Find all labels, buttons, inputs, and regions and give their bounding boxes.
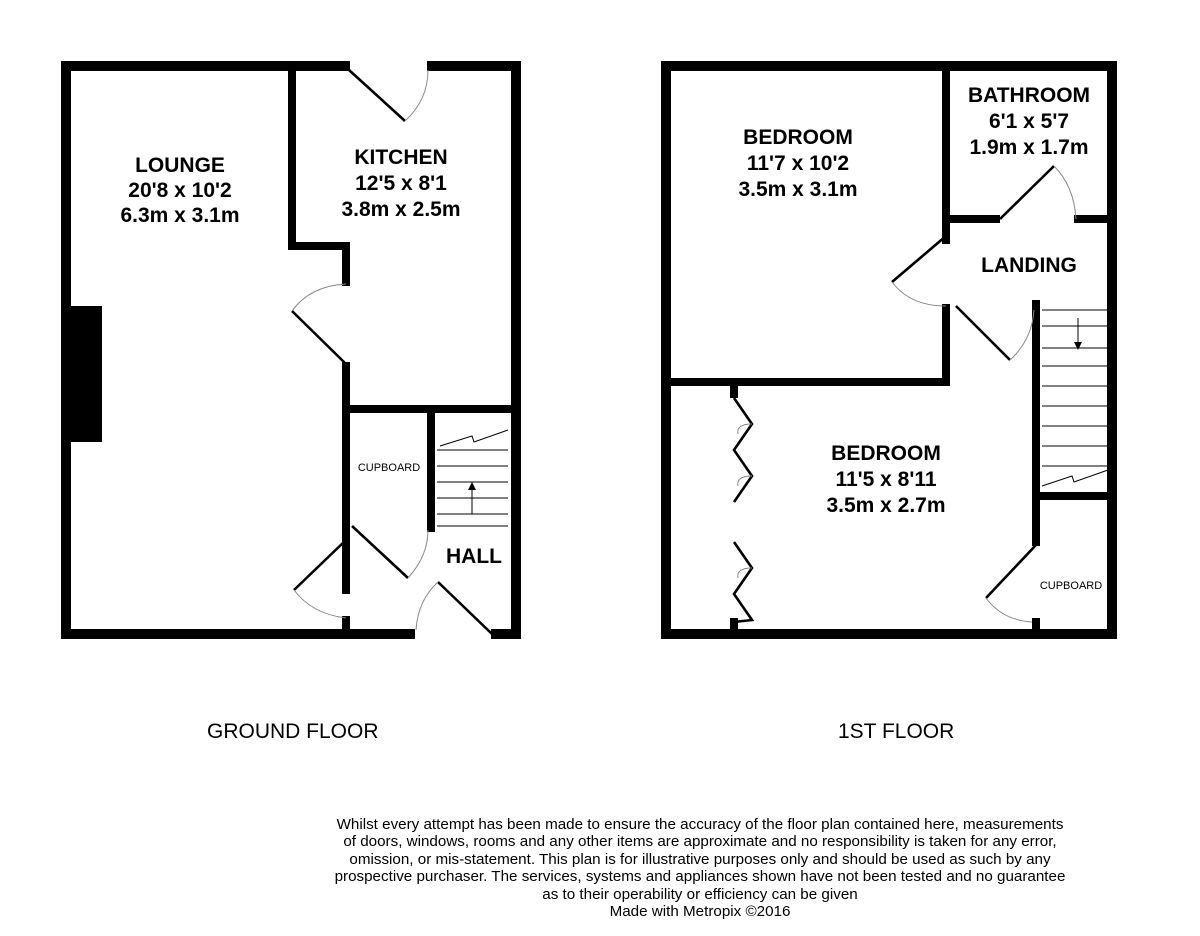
landing-label: LANDING [981,254,1077,277]
cupboard-door-first-floor [986,545,1036,622]
bathroom-label [968,84,1090,159]
lounge-imperial: 20'8 x 10'2 [128,179,232,202]
first-floor-stairs [1042,310,1108,486]
bedroom1-metric: 3.5m x 3.1m [738,178,858,201]
front-door [416,582,492,634]
bedroom1-imperial: 11'7 x 10'2 [746,152,850,175]
kitchen-name: KITCHEN [354,146,448,169]
wardrobe-bifold-doors [734,398,752,622]
lounge-metric: 6.3m x 3.1m [120,204,240,227]
kitchen-external-door [349,70,428,121]
bathroom-name: BATHROOM [967,84,1091,107]
kitchen-metric: 3.8m x 2.5m [341,198,461,221]
first-floor-plan [666,66,1112,634]
bedroom1-label [738,126,857,201]
bedroom2-name: BEDROOM [831,442,941,465]
disclaimer-line: omission, or mis-statement. This plan is for illustrative purposes only and should be used as such by any [349,850,1051,868]
ground-floor-plan [66,66,516,634]
hall-label: HALL [446,545,502,568]
lounge-name: LOUNGE [135,154,225,177]
bedroom2-metric: 3.5m x 2.7m [826,494,946,517]
lounge-label [120,154,239,227]
first-cupboard-label: CUPBOARD [1039,580,1103,592]
lounge-hall-door [294,540,346,618]
disclaimer [270,816,1130,920]
chimney-breast [66,306,102,442]
bathroom-metric: 1.9m x 1.7m [969,136,1089,159]
bedroom-door-upper [892,236,946,306]
disclaimer-line: of doors, windows, rooms and any other items are approximate and no responsibility is taken for any error, [343,833,1057,851]
kitchen-imperial: 12'5 x 8'1 [355,172,447,195]
first-floor-label: 1ST FLOOR [838,720,955,743]
ground-floor-label: GROUND FLOOR [207,720,379,743]
bedroom-door-lower [956,306,1034,360]
cupboard-door [352,526,428,578]
disclaimer-line: prospective purchaser. The services, systems and appliances shown have not been tested and no guarantee [334,868,1066,886]
ground-floor-stairs [437,430,508,526]
disclaimer-line: as to their operability or efficiency can be given [542,885,858,903]
kitchen-label [341,146,460,221]
bedroom1-name: BEDROOM [743,126,853,149]
disclaimer-line: Whilst every attempt has been made to ensure the accuracy of the floor plan contained here, measurements [336,816,1064,833]
credit: Made with Metropix ©2016 [609,903,791,921]
ground-cupboard-label: CUPBOARD [357,462,421,474]
bedroom2-imperial: 11'5 x 8'11 [835,468,937,491]
bathroom-door [1000,166,1076,219]
lounge-kitchen-door [292,284,346,364]
bathroom-imperial: 6'1 x 5'7 [988,110,1070,133]
bedroom2-label [826,442,945,517]
